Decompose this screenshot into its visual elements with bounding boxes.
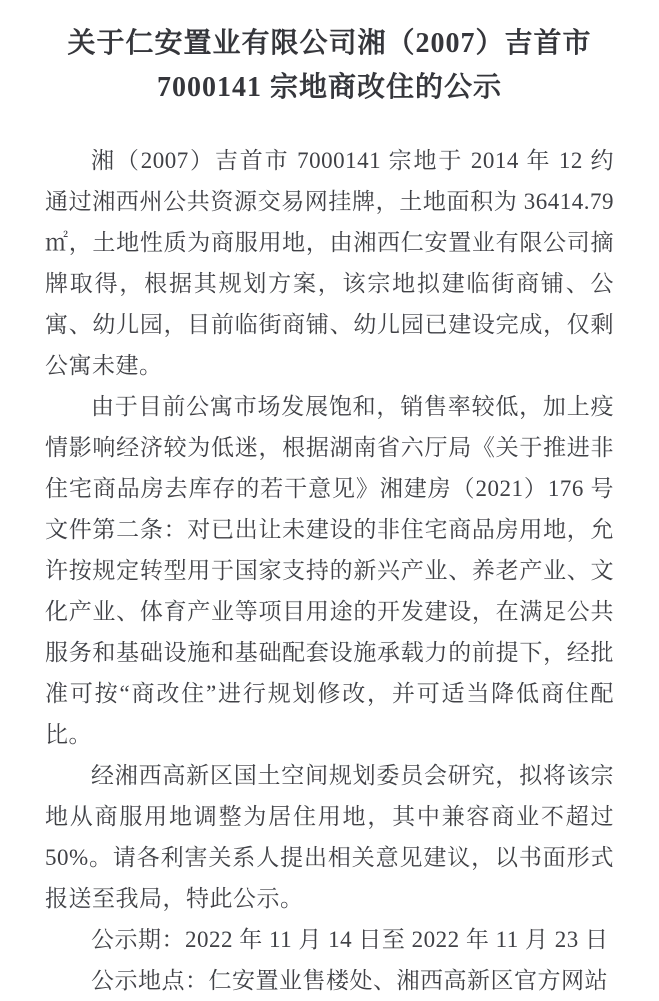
notice-period-line: 公示期：2022 年 11 月 14 日至 2022 年 11 月 23 日 bbox=[91, 927, 609, 952]
notice-location-line: 公示地点：仁安置业售楼处、湘西高新区官方网站 bbox=[91, 968, 608, 993]
document-title bbox=[45, 22, 614, 110]
document-title-line-2: 7000141 宗地商改住的公示 bbox=[156, 72, 502, 103]
body-paragraph-1: 湘（2007）吉首市 7000141 宗地于 2014 年 12 约通过湘西州公共资源交易网挂牌，土地面积为 36414.79 ㎡，土地性质为商服用地，由湘西仁安置业有限公司摘牌取得，根据其规划方案，该宗地拟建临街商铺、公寓、幼儿园，目前临街商铺、幼儿园已建设完成，仅剩公寓未建。 bbox=[45, 148, 614, 378]
document-body bbox=[45, 140, 614, 1001]
document-title-line-1: 关于仁安置业有限公司湘（2007）吉首市 bbox=[67, 28, 592, 59]
body-paragraph-2: 由于目前公寓市场发展饱和，销售率较低，加上疫情影响经济较为低迷，根据湖南省六厅局《关于推进非住宅商品房去库存的若干意见》湘建房（2021）176 号文件第二条：对已出让未建设的非住宅商品房用地，允许按规定转型用于国家支持的新兴产业、养老产业、文化产业、体育产业等项目用途的开发建设，在满足公共服务和基础设施和基础配套设施承载力的前提下，经批准可按“商改住”进行规划修改，并可适当降低商住配比。 bbox=[45, 394, 614, 747]
body-paragraph-3: 经湘西高新区国土空间规划委员会研究，拟将该宗地从商服用地调整为居住用地，其中兼容商业不超过 50%。请各利害关系人提出相关意见建议，以书面形式报送至我局，特此公示。 bbox=[45, 763, 614, 911]
